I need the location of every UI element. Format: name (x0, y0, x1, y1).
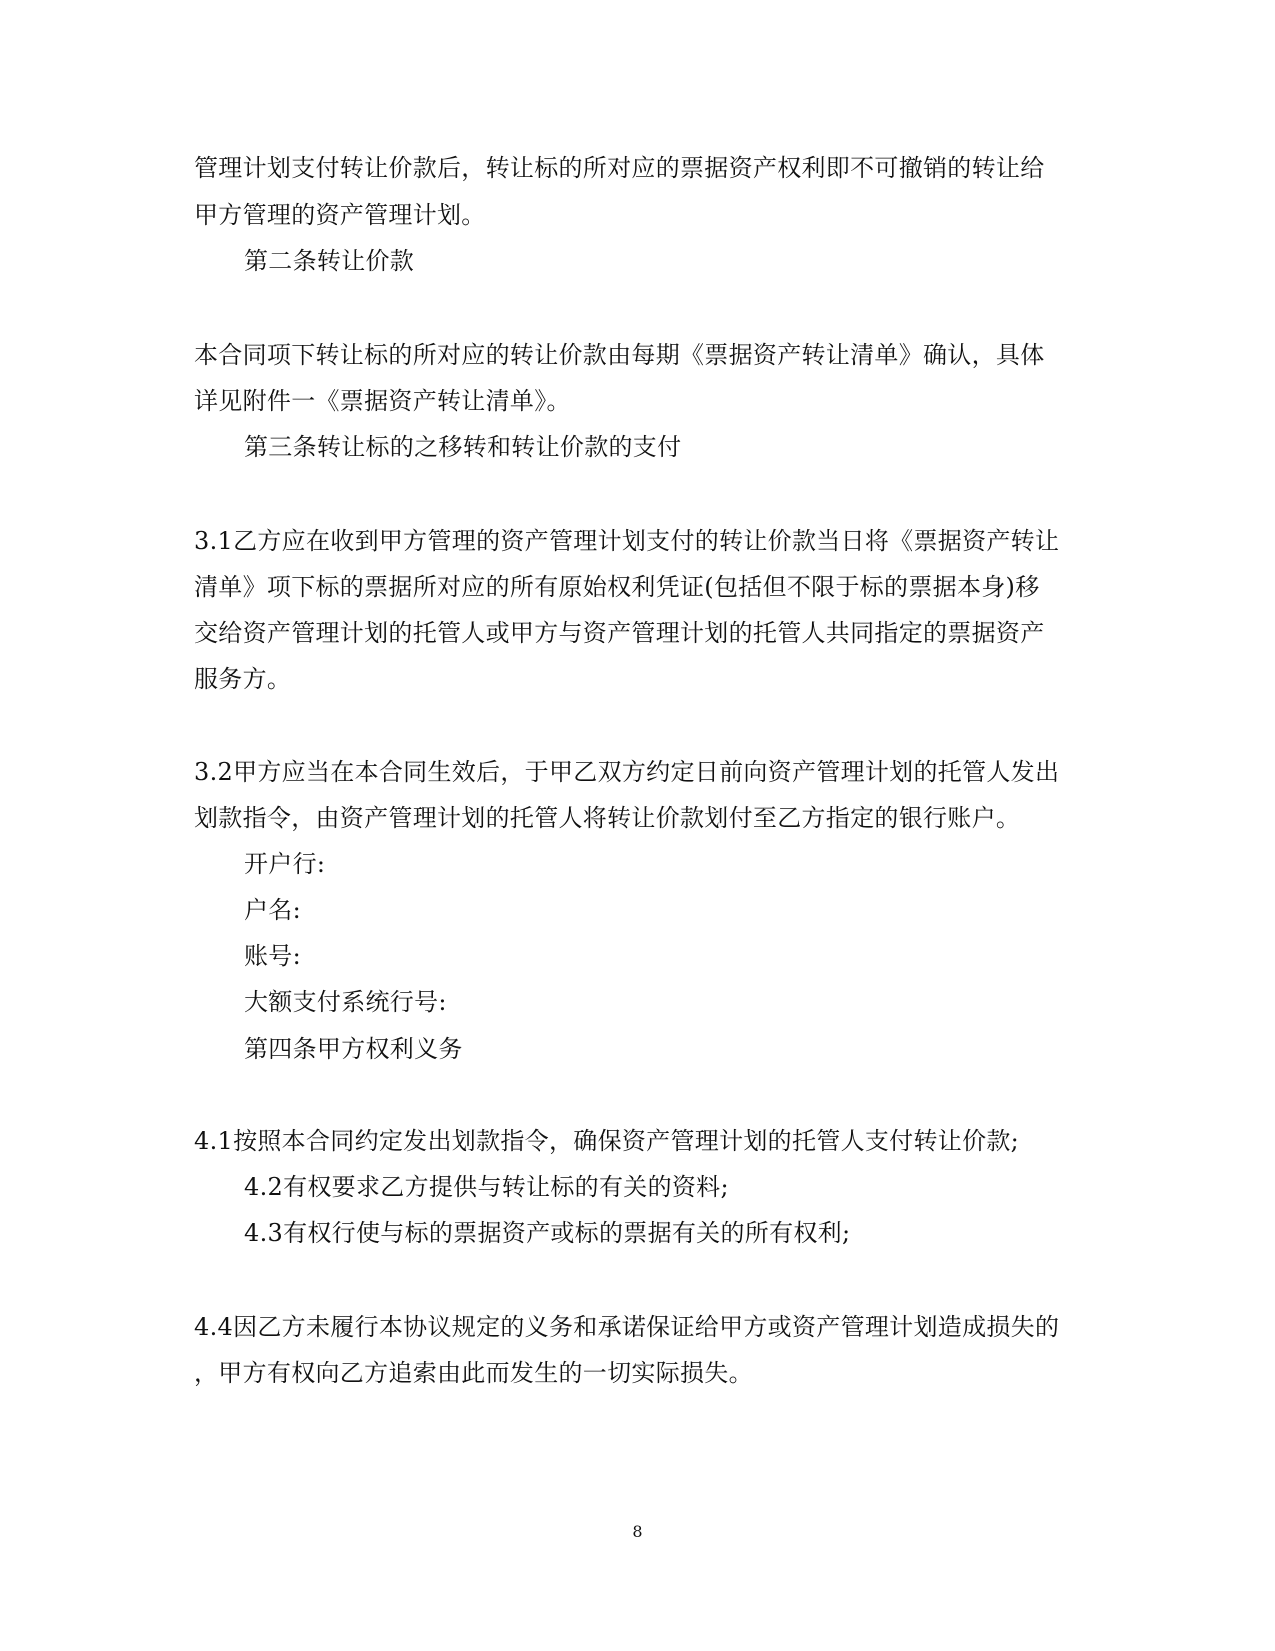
paragraph-line: ，甲方有权向乙方追索由此而发生的一切实际损失。 (194, 1359, 753, 1387)
paragraph-line: 清单》项下标的票据所对应的所有原始权利凭证(包括但不限于标的票据本身)移 (194, 573, 1040, 601)
paragraph-line: 4.3有权行使与标的票据资产或标的票据有关的所有权利; (244, 1219, 851, 1247)
paragraph-line: 管理计划支付转让价款后，转让标的所对应的票据资产权利即不可撤销的转让给 (194, 154, 1045, 182)
paragraph-line: 交给资产管理计划的托管人或甲方与资产管理计划的托管人共同指定的票据资产 (194, 619, 1045, 647)
paragraph-line: 3.2甲方应当在本合同生效后，于甲乙双方约定日前向资产管理计划的托管人发出 (194, 758, 1060, 786)
paragraph-line: 3.1乙方应在收到甲方管理的资产管理计划支付的转让价款当日将《票据资产转让 (194, 527, 1060, 555)
field-label-bank: 开户行: (244, 850, 326, 878)
paragraph-line: 4.2有权要求乙方提供与转让标的有关的资料; (244, 1173, 729, 1201)
page-number: 8 (632, 1522, 643, 1541)
section-heading: 第二条转让价款 (244, 247, 415, 275)
paragraph-line: 4.1按照本合同约定发出划款指令，确保资产管理计划的托管人支付转让价款; (194, 1127, 1020, 1155)
paragraph-line: 详见附件一《票据资产转让清单》。 (194, 387, 571, 415)
field-label-payment-code: 大额支付系统行号: (244, 988, 447, 1016)
paragraph-line: 4.4因乙方未履行本协议规定的义务和承诺保证给甲方或资产管理计划造成损失的 (194, 1313, 1060, 1341)
section-heading: 第三条转让标的之移转和转让价款的支付 (244, 433, 682, 461)
paragraph-line: 甲方管理的资产管理计划。 (194, 201, 486, 229)
field-label-account-number: 账号: (244, 942, 301, 970)
paragraph-line: 本合同项下转让标的所对应的转让价款由每期《票据资产转让清单》确认，具体 (194, 341, 1045, 369)
field-label-account-name: 户名: (244, 896, 301, 924)
paragraph-line: 划款指令，由资产管理计划的托管人将转让价款划付至乙方指定的银行账户。 (194, 804, 1021, 832)
paragraph-line: 服务方。 (194, 665, 292, 693)
section-heading: 第四条甲方权利义务 (244, 1035, 463, 1063)
